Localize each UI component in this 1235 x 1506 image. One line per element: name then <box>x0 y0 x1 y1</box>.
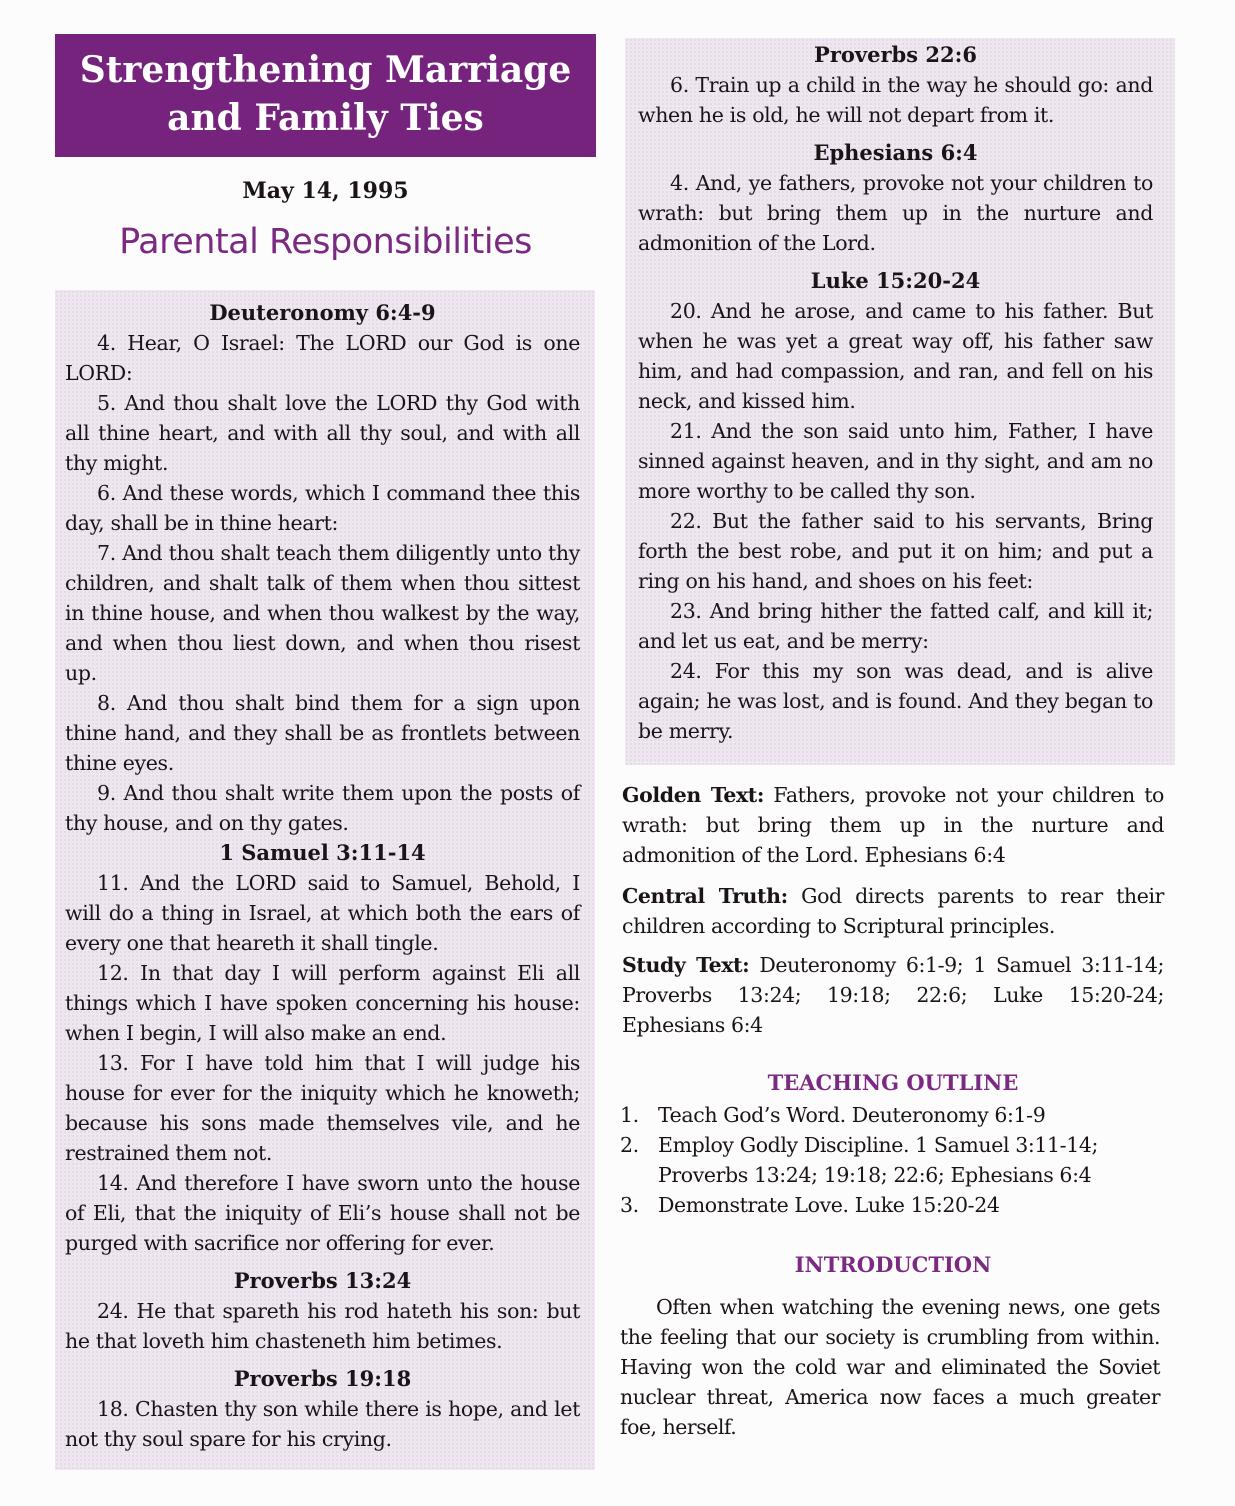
verse: 8. And thou shalt bind them for a sign upon thine hand, and they shall be as frontlets between thine eyes. <box>65 691 580 775</box>
verse: 6. Train up a child in the way he should go: and when he is old, he will not depart from it. <box>638 73 1153 127</box>
verse: 22. But the father said to his servants, Bring forth the best robe, and put it on him; and put a ring on his hand, and shoes on his feet: <box>638 509 1153 593</box>
verse: 23. And bring hither the fatted calf, and kill it; and let us eat, and be merry: <box>638 599 1153 653</box>
verse: 13. For I have told him that I will judge his house for ever for the iniquity which he knoweth; because his sons made themselves vile, and he restrained them not. <box>65 1051 580 1165</box>
outline-text: Teach God’s Word. Deuteronomy 6:1-9 <box>658 1103 1046 1127</box>
series-title-line-1: Strengthening Marriage <box>79 49 572 91</box>
outline-text: Employ Godly Discipline. 1 Samuel 3:11-14; Proverbs 13:24; 19:18; 22:6; Ephesians 6:4 <box>658 1133 1098 1187</box>
lesson-title: Parental Responsibilities <box>119 222 532 262</box>
teaching-outline-heading: TEACHING OUTLINE <box>767 1070 1019 1095</box>
central-truth-label: Central Truth: <box>622 884 788 908</box>
passage-reference: Luke 15:20-24 <box>810 268 981 293</box>
study-text <box>622 950 1164 1040</box>
introduction-text: Often when watching the evening news, one gets the feeling that our society is crumbling from within. Having won the cold war and eliminated the Soviet nuclear threat, America now faces a much greater foe, herself. <box>620 1295 1160 1439</box>
verse: 18. Chasten thy son while there is hope, and let not thy soul spare for his crying. <box>65 1397 580 1451</box>
outline-item <box>620 1190 1165 1220</box>
scripture-column-left <box>65 298 580 1454</box>
verse: 24. For this my son was dead, and is alive again; he was lost, and is found. And they began to be merry. <box>638 659 1153 743</box>
central-truth-body: God directs parents to rear their children according to Scriptural principles. <box>622 884 1164 938</box>
passage-reference: Deuteronomy 6:4-9 <box>209 300 436 325</box>
teaching-outline-list <box>620 1100 1165 1220</box>
outline-text: Demonstrate Love. Luke 15:20-24 <box>658 1193 1000 1217</box>
passage-reference: Proverbs 22:6 <box>814 42 977 67</box>
scripture-column-right <box>638 40 1153 746</box>
golden-text-label: Golden Text: <box>622 783 765 807</box>
passage-reference: Proverbs 19:18 <box>233 1366 412 1391</box>
verse: 9. And thou shalt write them upon the posts of thy house, and on thy gates. <box>65 781 580 835</box>
verse: 14. And therefore I have sworn unto the house of Eli, that the iniquity of Eli’s house shall not be purged with sacrifice nor offering for ever. <box>65 1171 580 1255</box>
verse: 11. And the LORD said to Samuel, Behold, I will do a thing in Israel, at which both the ears of every one that heareth it shall tingle. <box>65 871 580 955</box>
verse: 20. And he arose, and came to his father. But when he was yet a great way off, his father saw him, and had compassion, and ran, and fell on his neck, and kissed him. <box>638 299 1153 413</box>
outline-item <box>620 1100 1165 1130</box>
introduction-heading: INTRODUCTION <box>794 1252 992 1277</box>
study-text-body: Deuteronomy 6:1-9; 1 Samuel 3:11-14; Proverbs 13:24; 19:18; 22:6; Luke 15:20-24; Ephesians 6:4 <box>622 953 1164 1037</box>
verse: 6. And these words, which I command thee this day, shall be in thine heart: <box>65 481 580 535</box>
verse: 21. And the son said unto him, Father, I have sinned against heaven, and in thy sight, and am no more worthy to be called thy son. <box>638 419 1153 503</box>
verse: 7. And thou shalt teach them diligently unto thy children, and shalt talk of them when thou sittest in thine house, and when thou walkest by the way, and when thou liest down, and when thou risest up. <box>65 541 580 685</box>
passage-reference: Ephesians 6:4 <box>813 140 978 165</box>
verse: 4. Hear, O Israel: The LORD our God is one LORD: <box>65 331 580 385</box>
golden-text-body: Fathers, provoke not your children to wrath: but bring them up in the nurture and admonition of the Lord. Ephesians 6:4 <box>622 783 1164 867</box>
lesson-date: May 14, 1995 <box>242 178 409 204</box>
verse: 24. He that spareth his rod hateth his son: but he that loveth him chasteneth him betimes. <box>65 1299 580 1353</box>
series-title-line-2: and Family Ties <box>167 97 484 139</box>
verse: 5. And thou shalt love the LORD thy God with all thine heart, and with all thy soul, and with all thy might. <box>65 391 580 475</box>
passage-reference: Proverbs 13:24 <box>233 1268 412 1293</box>
outline-number: 2. <box>620 1133 639 1157</box>
verse: 4. And, ye fathers, provoke not your children to wrath: but bring them up in the nurture and admonition of the Lord. <box>638 171 1153 255</box>
passage-reference: 1 Samuel 3:11-14 <box>219 840 426 865</box>
outline-number: 1. <box>620 1103 639 1127</box>
central-truth <box>622 881 1164 941</box>
golden-text <box>622 780 1164 870</box>
outline-item <box>620 1130 1165 1190</box>
verse: 12. In that day I will perform against Eli all things which I have spoken concerning his house: when I begin, I will also make an end. <box>65 961 580 1045</box>
study-text-label: Study Text: <box>622 953 750 977</box>
series-banner <box>55 34 596 157</box>
outline-number: 3. <box>620 1193 639 1217</box>
